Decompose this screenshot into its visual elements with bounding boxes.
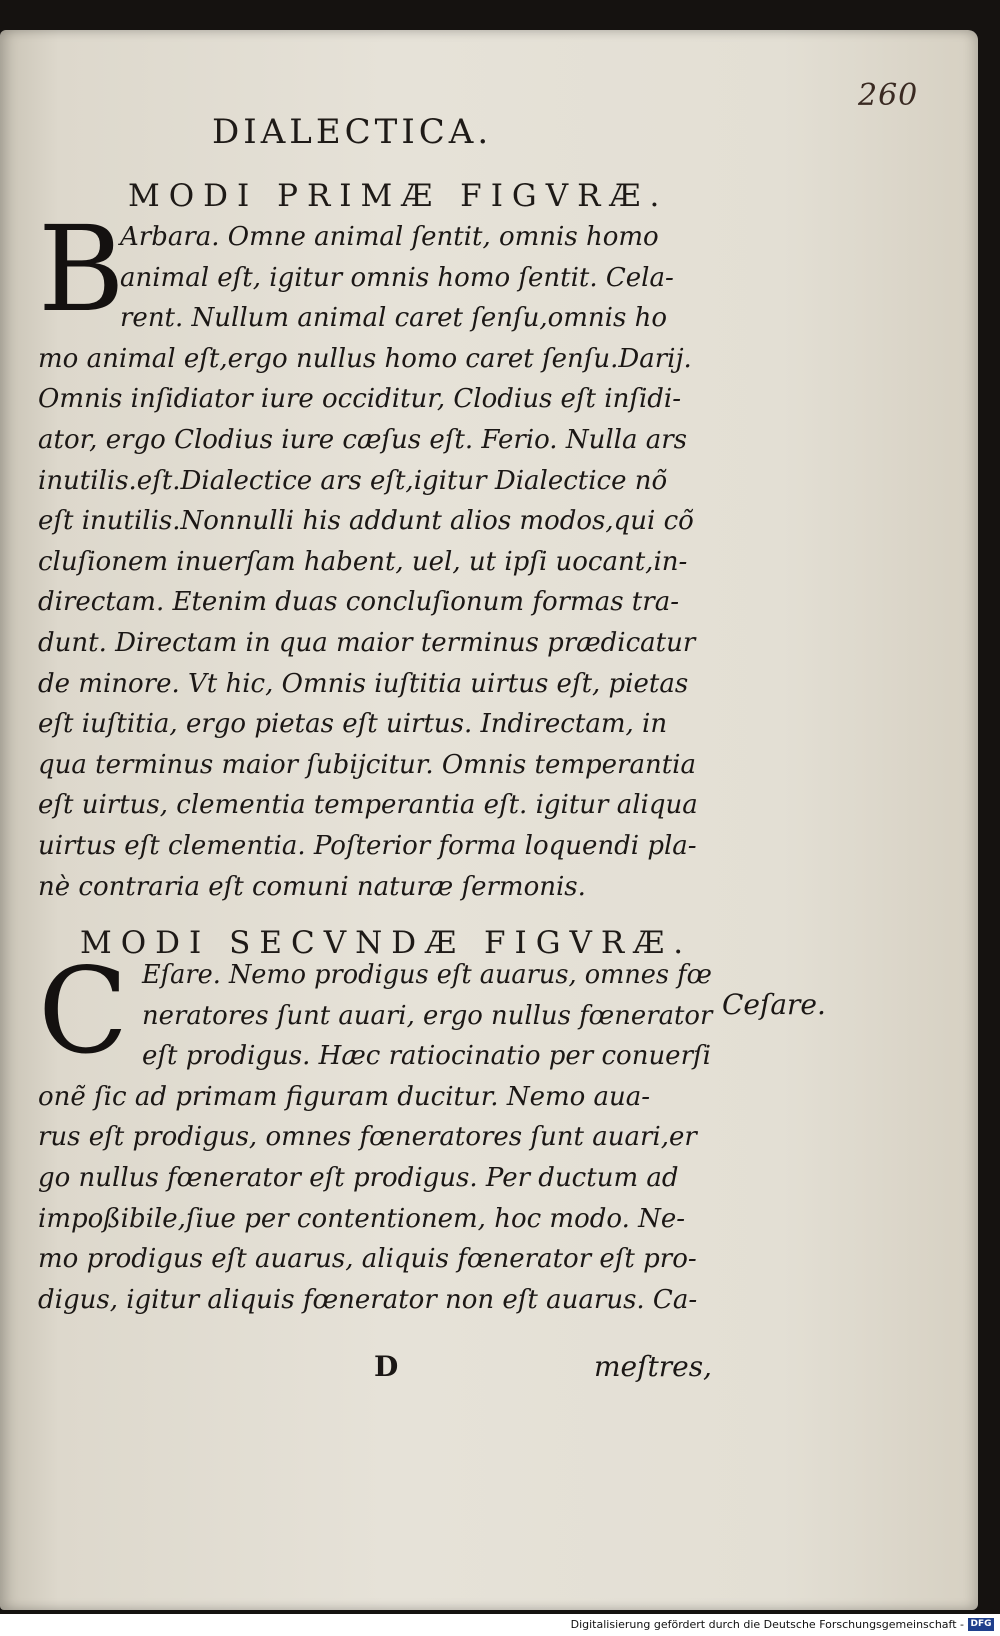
folio-number: 260: [858, 78, 919, 113]
text-line: animal eſt, igitur omnis homo ſentit. Cela-: [120, 262, 674, 293]
text-line: eſt uirtus, clementia temperantia eſt. igitur aliqua: [38, 790, 698, 821]
text-line: mo prodigus eſt auarus, aliquis fœnerator eſt pro-: [38, 1244, 697, 1275]
section-heading-second-figure: MODI SECVNDÆ FIGVRÆ.: [80, 925, 693, 961]
digitization-footer: [0, 1614, 1000, 1636]
margin-note: Ceſare.: [722, 988, 826, 1021]
footer-credit: Digitalisierung gefördert durch die Deutsche Forschungsgemeinschaft -: [570, 1618, 964, 1631]
text-line: dunt. Directam in qua maior terminus prædicatur: [38, 628, 696, 658]
text-line: directam. Etenim duas concluſionum formas tra-: [38, 587, 679, 618]
running-head: DIALECTICA.: [212, 112, 493, 152]
text-line: Arbara. Omne animal ſentit, omnis homo: [120, 222, 659, 252]
drop-initial-b: B: [38, 200, 125, 338]
text-line: eſt iuſtitia, ergo pietas eſt uirtus. Indirectam, in: [38, 709, 668, 740]
text-line: uirtus eſt clementia. Poſterior forma loquendi pla-: [38, 831, 697, 861]
text-line: rus eſt prodigus, omnes fœneratores ſunt auari,er: [38, 1122, 697, 1153]
text-line: digus, igitur aliquis fœnerator non eſt auarus. Ca-: [38, 1284, 698, 1315]
text-line: eſt prodigus. Hæc ratiocinatio per conuerſi: [142, 1041, 711, 1072]
signature-mark: D: [374, 1350, 399, 1383]
text-line: neratores ſunt auari, ergo nullus fœnerator: [142, 1000, 713, 1031]
text-line: mo animal eſt,ergo nullus homo caret ſenſu.Darij.: [38, 343, 692, 374]
book-page: [0, 30, 978, 1610]
text-line: Eſare. Nemo prodigus eſt auarus, omnes fœ: [142, 960, 712, 990]
text-line: impoßibile,ſiue per contentionem, hoc modo. Ne-: [38, 1203, 686, 1234]
text-line: de minore. Vt hic, Omnis iuſtitia uirtus eſt, pietas: [38, 668, 689, 699]
dfg-logo-icon: DFG: [968, 1618, 994, 1631]
text-line: cluſionem inuerſam habent, uel, ut ipſi uocant,in-: [38, 546, 688, 577]
section-heading-first-figure: MODI PRIMÆ FIGVRÆ.: [128, 178, 669, 214]
text-line: go nullus fœnerator eſt prodigus. Per ductum ad: [38, 1163, 679, 1193]
text-line: nè contraria eſt comuni naturæ ſermonis.: [38, 871, 586, 902]
text-line: Omnis inſidiator iure occiditur, Clodius eſt inſidi-: [38, 384, 682, 415]
text-line: eſt inutilis.Nonnulli his addunt alios modos,qui cõ: [38, 506, 694, 537]
text-line: ator, ergo Clodius iure cæſus eſt. Ferio. Nulla ars: [38, 425, 687, 455]
drop-initial-c: C: [38, 942, 129, 1080]
text-line: onẽ ſic ad primam figuram ducitur. Nemo aua-: [38, 1081, 651, 1112]
catchword: meſtres,: [594, 1350, 712, 1383]
text-line: rent. Nullum animal caret ſenſu,omnis ho: [120, 303, 667, 334]
text-line: inutilis.eſt.Dialectice ars eſt,igitur Dialectice nõ: [38, 465, 668, 496]
text-line: qua terminus maior ſubijcitur. Omnis temperantia: [38, 749, 696, 780]
